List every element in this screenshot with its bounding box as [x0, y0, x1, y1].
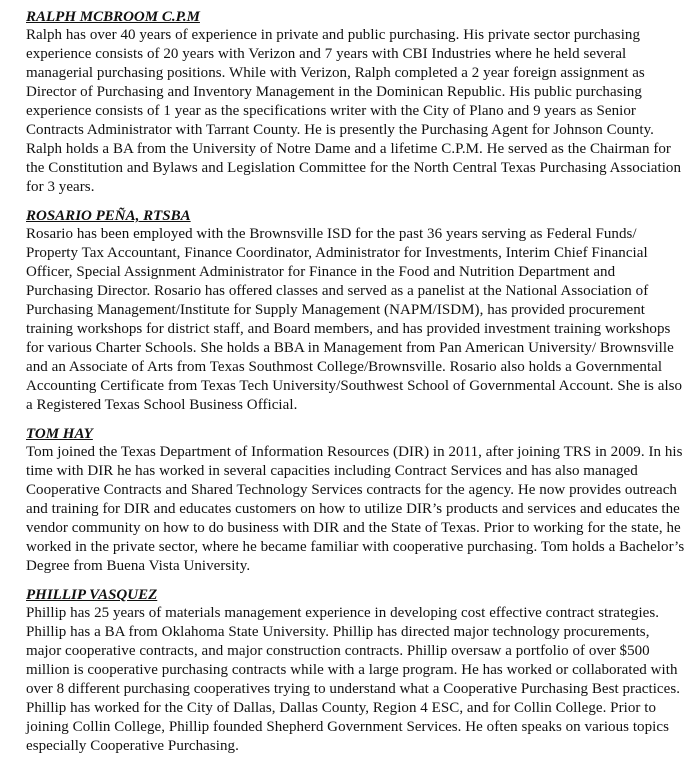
bio-rosario-pena: [26, 207, 686, 415]
bio-ralph-mcbroom: [26, 8, 686, 197]
bio-text: Tom joined the Texas Department of Information Resources (DIR) in 2011, after joining TRS in 2009. In his time with DIR he has worked in several capacities including Contract Services and has also managed Cooperative Contracts and Shared Technology Services contracts for the agency. He now provides outreach and training for DIR and educates customers on how to utilize DIR’s products and services and educates the vendor community on how to do business with DIR and the State of Texas. Prior to working for the state, he worked in the private sector, where he became familiar with cooperative purchasing. Tom holds a Bachelor’s Degree from Buena Vista University.: [26, 444, 685, 574]
bio-text: Phillip has 25 years of materials management experience in developing cost effective contract strategies. Phillip has a BA from Oklahoma State University. Phillip has directed major technology procurements, major cooperative contracts, and major construction contracts. Phillip oversaw a portfolio of over $500 million is cooperative purchasing contracts while with a large program. He has worked or collaborated with over 8 different purchasing cooperatives trying to understand what a Cooperative Purchasing Best practices. Phillip has worked for the City of Dallas, Dallas County, Region 4 ESC, and for Collin College. Prior to joining Collin College, Phillip founded Shepherd Government Services. He often speaks on various topics especially Cooperative Purchasing.: [26, 605, 681, 754]
bio-name: ROSARIO PEÑA, RTSBA: [26, 208, 191, 224]
bio-text: Ralph has over 40 years of experience in private and public purchasing. His private sector purchasing experience consists of 20 years with Verizon and 7 years with CBI Industries where he held several managerial purchasing positions. While with Verizon, Ralph completed a 2 year foreign assignment as Director of Purchasing and Inventory Management in the Dominican Republic. His public purchasing experience consists of 1 year as the specifications writer with the City of Plano and 9 years as Senior Contracts Administrator with Tarrant County. He is presently the Purchasing Agent for Johnson County. Ralph holds a BA from the University of Notre Dame and a lifetime C.P.M. He served as the Chairman for the Constitution and Bylaws and Legislation Committee for the North Central Texas Purchasing Association for 3 years.: [26, 27, 682, 195]
bio-phillip-vasquez: [26, 586, 686, 756]
bio-name: RALPH MCBROOM C.P.M: [26, 9, 200, 25]
bio-name: PHILLIP VASQUEZ: [26, 587, 158, 603]
bio-text: Rosario has been employed with the Brownsville ISD for the past 36 years serving as Federal Funds/ Property Tax Accountant, Finance Coordinator, Administrator for Investments, Interim Chief Financial Officer, Special Assignment Administrator for Finance in the Food and Nutrition Department and Purchasing Director. Rosario has offered classes and served as a panelist at the National Association of Purchasing Management/Institute for Supply Management (NAPM/ISDM), has provided procurement training workshops for district staff, and Board members, and has provided investment training workshops for various Charter Schools. She holds a BBA in Management from Pan American University/ Brownsville and an Associate of Arts from Texas Southmost College/Brownsville. Rosario also holds a Governmental Accounting Certificate from Texas Tech University/Southwest School of Governmental Account. She is also a Registered Texas School Business Official.: [26, 226, 683, 413]
bio-tom-hay: [26, 425, 686, 576]
bio-name: TOM HAY: [26, 426, 93, 442]
